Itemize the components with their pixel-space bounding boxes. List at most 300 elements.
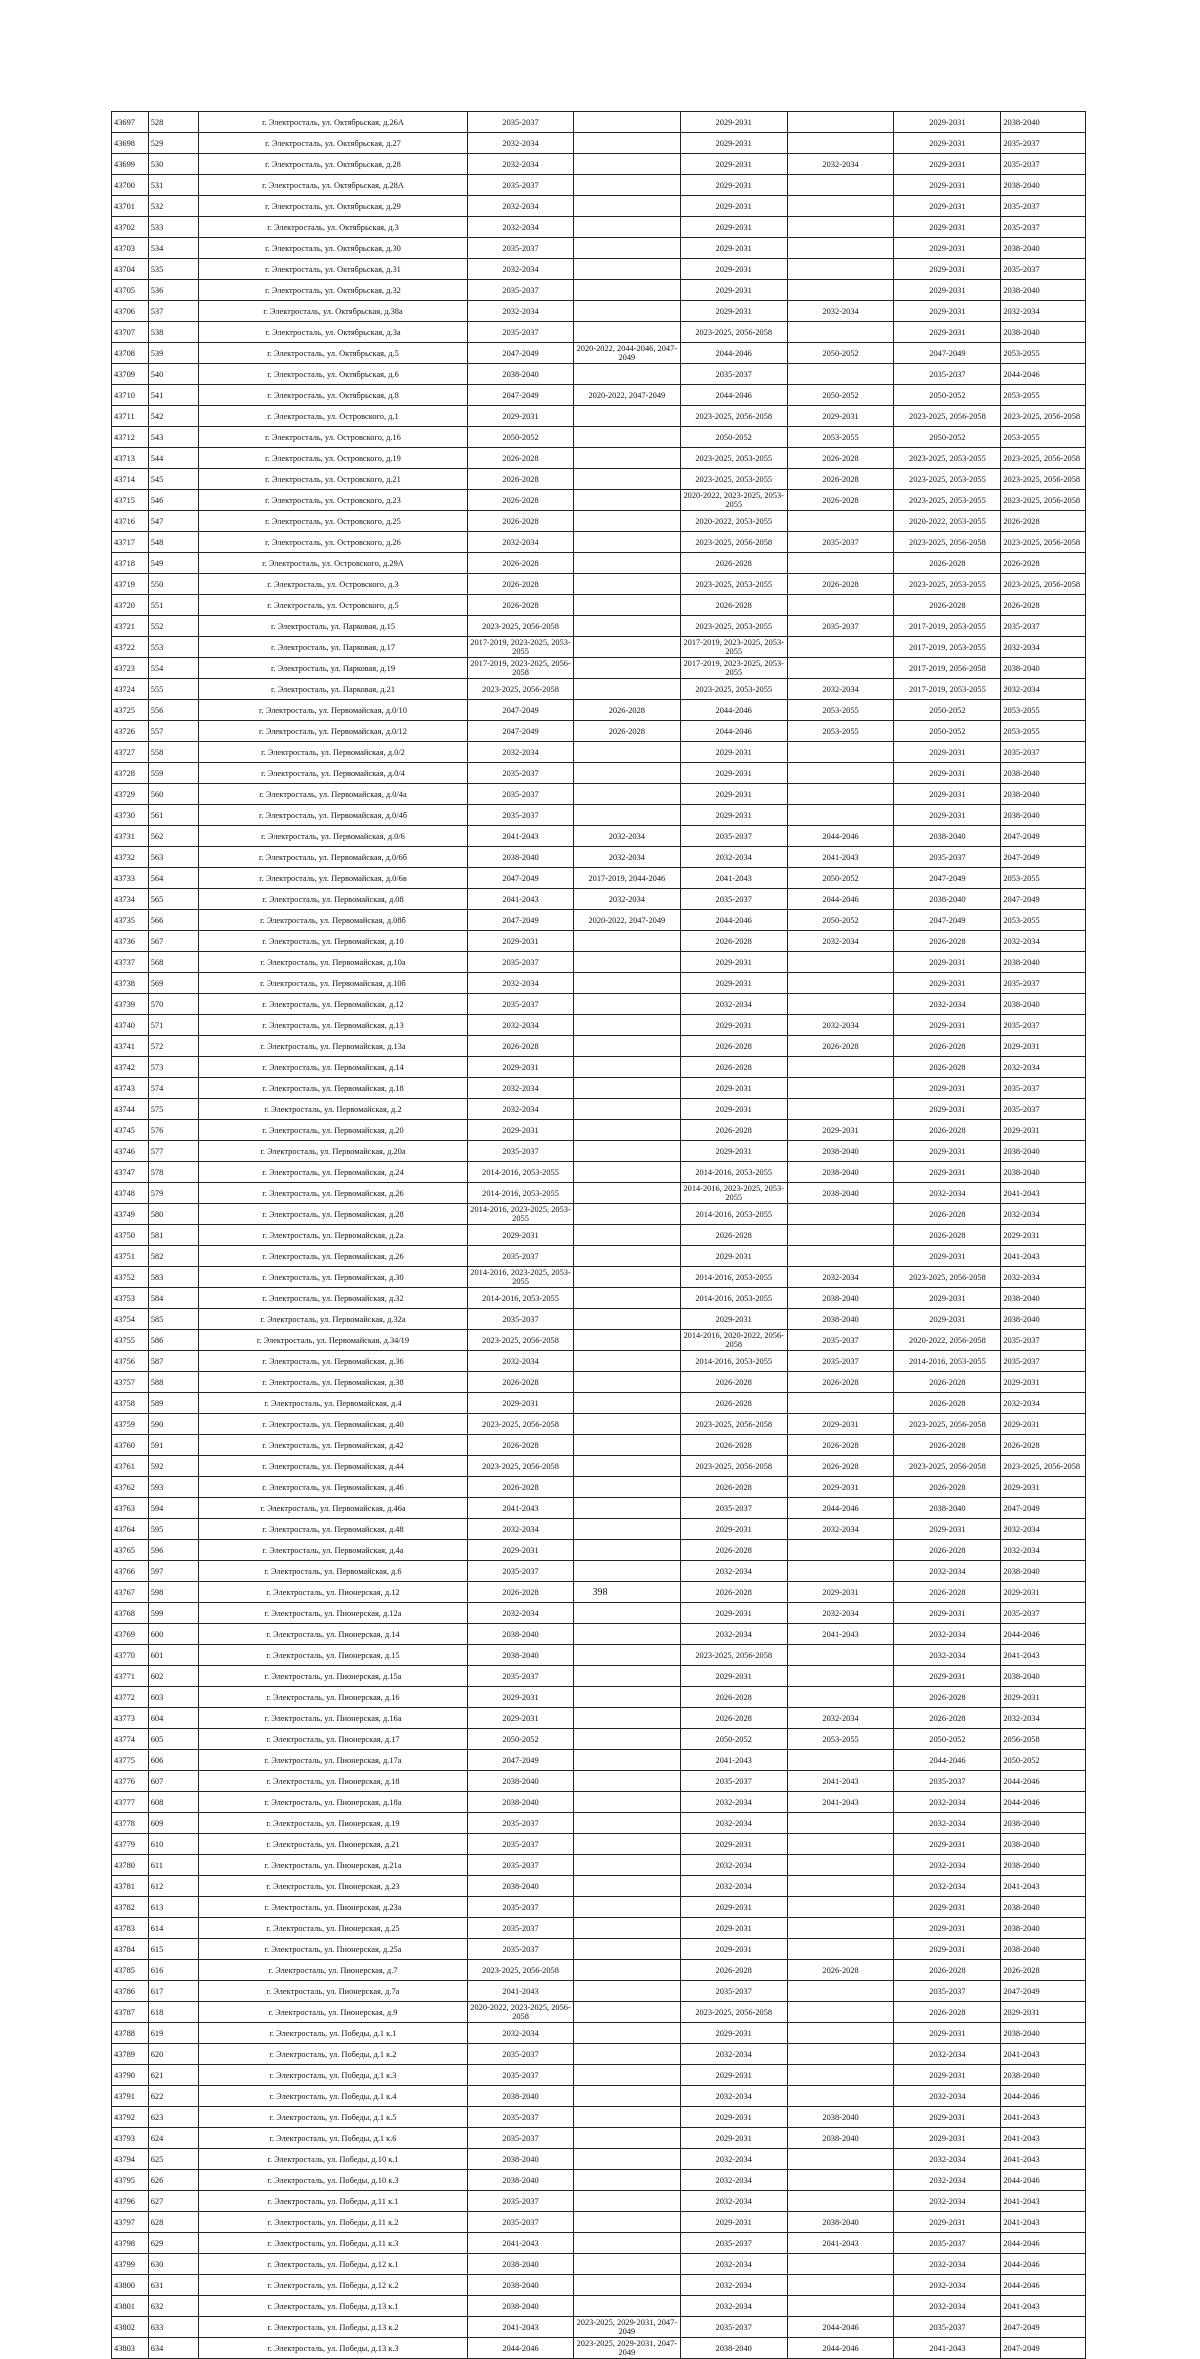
cell-row-number: 579 [148,1183,198,1204]
table-row [112,1099,1086,1120]
cell-period-1: 2035-2037 [468,805,574,826]
cell-row-id: 43726 [112,721,149,742]
cell-row-number: 616 [148,1960,198,1981]
schedule-table [111,111,1086,2359]
cell-address: г. Электросталь, ул. Победы, д.1 к.4 [198,2086,467,2107]
cell-period-1: 2032-2034 [468,217,574,238]
table-row [112,826,1086,847]
cell-period-6: 2038-2040 [1001,1855,1086,1876]
table-row [112,637,1086,658]
cell-period-6: 2041-2043 [1001,2128,1086,2149]
table-row [112,1477,1086,1498]
cell-address: г. Электросталь, ул. Победы, д.13 к.1 [198,2296,467,2317]
cell-row-id: 43747 [112,1162,149,1183]
cell-row-number: 593 [148,1477,198,1498]
cell-row-id: 43797 [112,2212,149,2233]
cell-address: г. Электросталь, ул. Победы, д.10 к.1 [198,2149,467,2170]
cell-period-4: 2038-2040 [787,2212,894,2233]
cell-row-number: 626 [148,2170,198,2191]
cell-row-id: 43753 [112,1288,149,1309]
cell-period-5: 2026-2028 [894,1540,1001,1561]
cell-row-number: 632 [148,2296,198,2317]
cell-period-1: 2038-2040 [468,847,574,868]
cell-period-4 [787,2149,894,2170]
cell-address: г. Электросталь, ул. Пионерская, д.21 [198,1834,467,1855]
cell-period-2 [573,301,680,322]
table-row [112,553,1086,574]
cell-period-3: 2026-2028 [680,1582,787,1603]
cell-period-5: 2035-2037 [894,2233,1001,2254]
cell-period-1: 2026-2028 [468,1435,574,1456]
cell-period-4: 2032-2034 [787,1603,894,1624]
cell-row-id: 43769 [112,1624,149,1645]
table-row [112,931,1086,952]
table-row [112,889,1086,910]
cell-period-6: 2023-2025, 2056-2058 [1001,1456,1086,1477]
cell-period-2 [573,238,680,259]
cell-row-number: 534 [148,238,198,259]
cell-period-5: 2029-2031 [894,2128,1001,2149]
cell-row-id: 43717 [112,532,149,553]
cell-period-3: 2023-2025, 2056-2058 [680,406,787,427]
cell-address: г. Электросталь, ул. Победы, д.13 к.2 [198,2317,467,2338]
cell-period-4: 2032-2034 [787,1267,894,1288]
cell-row-id: 43798 [112,2233,149,2254]
cell-period-4 [787,1246,894,1267]
cell-period-4: 2038-2040 [787,2107,894,2128]
table-row [112,2107,1086,2128]
cell-period-1: 2029-2031 [468,1393,574,1414]
table-row [112,1666,1086,1687]
cell-address: г. Электросталь, ул. Победы, д.1 к.1 [198,2023,467,2044]
cell-period-3: 2032-2034 [680,1561,787,1582]
cell-row-number: 540 [148,364,198,385]
cell-row-number: 572 [148,1036,198,1057]
cell-address: г. Электросталь, ул. Парковая, д.17 [198,637,467,658]
cell-address: г. Электросталь, ул. Октябрьская, д.5 [198,343,467,364]
cell-period-1: 2038-2040 [468,364,574,385]
cell-period-2 [573,637,680,658]
cell-period-6: 2041-2043 [1001,2212,1086,2233]
cell-period-2 [573,1750,680,1771]
cell-address: г. Электросталь, ул. Первомайская, д.10б [198,973,467,994]
cell-row-id: 43760 [112,1435,149,1456]
cell-period-3: 2023-2025, 2053-2055 [680,616,787,637]
cell-period-6: 2032-2034 [1001,1057,1086,1078]
cell-period-1: 2047-2049 [468,385,574,406]
cell-period-3: 2029-2031 [680,217,787,238]
cell-period-1: 2026-2028 [468,511,574,532]
cell-period-4: 2032-2034 [787,679,894,700]
cell-period-1: 2029-2031 [468,1708,574,1729]
cell-row-id: 43789 [112,2044,149,2065]
cell-period-6: 2035-2037 [1001,133,1086,154]
cell-period-4: 2029-2031 [787,1582,894,1603]
cell-row-id: 43795 [112,2170,149,2191]
cell-period-1: 2026-2028 [468,469,574,490]
cell-period-1: 2026-2028 [468,1036,574,1057]
cell-period-5: 2032-2034 [894,2170,1001,2191]
cell-period-1: 2035-2037 [468,784,574,805]
cell-period-5: 2023-2025, 2056-2058 [894,532,1001,553]
cell-row-id: 43708 [112,343,149,364]
cell-period-1: 2035-2037 [468,1246,574,1267]
cell-address: г. Электросталь, ул. Октябрьская, д.38а [198,301,467,322]
cell-row-id: 43777 [112,1792,149,1813]
cell-period-6: 2038-2040 [1001,658,1086,679]
cell-period-3: 2041-2043 [680,868,787,889]
table-row [112,2086,1086,2107]
cell-period-6: 2038-2040 [1001,2023,1086,2044]
cell-period-2: 2017-2019, 2044-2046 [573,868,680,889]
cell-period-2 [573,1309,680,1330]
table-row [112,1834,1086,1855]
table-row [112,847,1086,868]
cell-period-2 [573,1435,680,1456]
cell-period-1: 2041-2043 [468,826,574,847]
cell-period-6: 2026-2028 [1001,1435,1086,1456]
cell-period-4 [787,196,894,217]
cell-period-3: 2029-2031 [680,1099,787,1120]
table-row [112,196,1086,217]
cell-period-3: 2026-2028 [680,1708,787,1729]
table-row [112,2296,1086,2317]
cell-period-4 [787,1645,894,1666]
cell-row-id: 43731 [112,826,149,847]
cell-row-number: 570 [148,994,198,1015]
cell-row-number: 574 [148,1078,198,1099]
cell-period-2 [573,1498,680,1519]
cell-period-1: 2041-2043 [468,2233,574,2254]
cell-row-number: 576 [148,1120,198,1141]
cell-period-5: 2026-2028 [894,1687,1001,1708]
cell-period-1: 2032-2034 [468,1015,574,1036]
cell-period-1: 2035-2037 [468,763,574,784]
cell-period-5: 2032-2034 [894,2275,1001,2296]
cell-period-5: 2026-2028 [894,1582,1001,1603]
cell-period-4 [787,973,894,994]
cell-period-6: 2038-2040 [1001,1918,1086,1939]
cell-period-2 [573,1645,680,1666]
cell-period-2 [573,931,680,952]
cell-period-5: 2032-2034 [894,1876,1001,1897]
table-row [112,1939,1086,1960]
table-row [112,280,1086,301]
cell-period-5: 2029-2031 [894,1939,1001,1960]
cell-period-5: 2029-2031 [894,2107,1001,2128]
cell-row-number: 608 [148,1792,198,1813]
cell-period-5: 2023-2025, 2053-2055 [894,490,1001,511]
cell-period-4 [787,2023,894,2044]
cell-row-id: 43739 [112,994,149,1015]
cell-row-number: 589 [148,1393,198,1414]
cell-address: г. Электросталь, ул. Пионерская, д.16а [198,1708,467,1729]
table-row [112,1603,1086,1624]
cell-row-id: 43790 [112,2065,149,2086]
cell-row-id: 43703 [112,238,149,259]
cell-row-number: 606 [148,1750,198,1771]
cell-period-1: 2032-2034 [468,133,574,154]
cell-period-3: 2038-2040 [680,2338,787,2359]
cell-period-3: 2029-2031 [680,112,787,133]
cell-row-id: 43784 [112,1939,149,1960]
cell-period-4: 2041-2043 [787,847,894,868]
cell-row-number: 550 [148,574,198,595]
cell-address: г. Электросталь, ул. Парковая, д.15 [198,616,467,637]
cell-period-3: 2029-2031 [680,1918,787,1939]
cell-period-5: 2032-2034 [894,2191,1001,2212]
table-row [112,1645,1086,1666]
cell-period-5: 2032-2034 [894,1813,1001,1834]
cell-row-number: 549 [148,553,198,574]
cell-row-number: 600 [148,1624,198,1645]
cell-address: г. Электросталь, ул. Пионерская, д.19 [198,1813,467,1834]
table-row [112,1372,1086,1393]
cell-period-2 [573,154,680,175]
cell-period-4: 2041-2043 [787,1624,894,1645]
cell-period-5: 2032-2034 [894,2254,1001,2275]
cell-period-6: 2047-2049 [1001,826,1086,847]
cell-period-1: 2014-2016, 2023-2025, 2053-2055 [468,1267,574,1288]
cell-period-5: 2017-2019, 2053-2055 [894,616,1001,637]
cell-period-1: 2038-2040 [468,2086,574,2107]
cell-period-1: 2026-2028 [468,490,574,511]
cell-period-3: 2026-2028 [680,1393,787,1414]
cell-period-1: 2050-2052 [468,427,574,448]
cell-period-5: 2032-2034 [894,1183,1001,1204]
cell-period-5: 2047-2049 [894,868,1001,889]
cell-row-id: 43730 [112,805,149,826]
cell-row-id: 43768 [112,1603,149,1624]
cell-period-5: 2047-2049 [894,343,1001,364]
cell-address: г. Электросталь, ул. Октябрьская, д.3 [198,217,467,238]
cell-row-number: 592 [148,1456,198,1477]
cell-row-id: 43735 [112,910,149,931]
cell-period-2 [573,1372,680,1393]
cell-period-6: 2044-2046 [1001,2170,1086,2191]
cell-period-5: 2029-2031 [894,2023,1001,2044]
cell-period-4: 2053-2055 [787,427,894,448]
cell-period-4: 2038-2040 [787,1288,894,1309]
cell-period-1: 2032-2034 [468,196,574,217]
cell-row-id: 43779 [112,1834,149,1855]
cell-period-2 [573,2254,680,2275]
cell-period-6: 2038-2040 [1001,952,1086,973]
cell-period-1: 2023-2025, 2056-2058 [468,1960,574,1981]
cell-period-6: 2026-2028 [1001,595,1086,616]
cell-row-number: 614 [148,1918,198,1939]
cell-period-1: 2035-2037 [468,1813,574,1834]
cell-period-6: 2053-2055 [1001,385,1086,406]
cell-period-2 [573,406,680,427]
cell-period-2 [573,1246,680,1267]
cell-period-2 [573,1918,680,1939]
page-number: 398 [592,1587,608,1598]
cell-address: г. Электросталь, ул. Пионерская, д.18 [198,1771,467,1792]
cell-address: г. Электросталь, ул. Пионерская, д.12 [198,1582,467,1603]
table-row [112,322,1086,343]
cell-period-1: 2023-2025, 2056-2058 [468,1414,574,1435]
cell-period-1: 2032-2034 [468,1351,574,1372]
table-row [112,2275,1086,2296]
cell-address: г. Электросталь, ул. Первомайская, д.46а [198,1498,467,1519]
cell-address: г. Электросталь, ул. Парковая, д.19 [198,658,467,679]
cell-period-5: 2026-2028 [894,1372,1001,1393]
cell-period-6: 2038-2040 [1001,1813,1086,1834]
cell-address: г. Электросталь, ул. Первомайская, д.10а [198,952,467,973]
table-row [112,1624,1086,1645]
cell-row-id: 43786 [112,1981,149,2002]
cell-period-4 [787,175,894,196]
cell-period-3: 2026-2028 [680,931,787,952]
cell-address: г. Электросталь, ул. Первомайская, д.34/19 [198,1330,467,1351]
cell-address: г. Электросталь, ул. Островского, д.29А [198,553,467,574]
cell-period-4: 2029-2031 [787,1120,894,1141]
cell-period-6: 2044-2046 [1001,2086,1086,2107]
cell-period-6: 2038-2040 [1001,1162,1086,1183]
table-row [112,721,1086,742]
cell-row-number: 538 [148,322,198,343]
cell-address: г. Электросталь, ул. Победы, д.1 к.6 [198,2128,467,2149]
table-row [112,1078,1086,1099]
cell-address: г. Электросталь, ул. Победы, д.13 к.3 [198,2338,467,2359]
cell-period-3: 2032-2034 [680,1876,787,1897]
cell-address: г. Электросталь, ул. Победы, д.1 к.2 [198,2044,467,2065]
cell-period-1: 2029-2031 [468,1225,574,1246]
table-row [112,1876,1086,1897]
cell-period-5: 2032-2034 [894,1855,1001,1876]
table-row [112,1225,1086,1246]
cell-period-5: 2029-2031 [894,1141,1001,1162]
cell-period-4: 2026-2028 [787,574,894,595]
cell-period-6: 2032-2034 [1001,931,1086,952]
cell-period-3: 2029-2031 [680,1141,787,1162]
cell-period-6: 2032-2034 [1001,679,1086,700]
cell-period-3: 2029-2031 [680,1939,787,1960]
cell-period-2 [573,784,680,805]
cell-period-3: 2032-2034 [680,2149,787,2170]
cell-period-6: 2032-2034 [1001,1393,1086,1414]
cell-address: г. Электросталь, ул. Победы, д.11 к.3 [198,2233,467,2254]
cell-address: г. Электросталь, ул. Первомайская, д.48 [198,1519,467,1540]
cell-period-3: 2023-2025, 2056-2058 [680,1414,787,1435]
table-row [112,1288,1086,1309]
cell-period-1: 2035-2037 [468,1666,574,1687]
cell-row-number: 631 [148,2275,198,2296]
cell-period-4 [787,2044,894,2065]
cell-period-4: 2032-2034 [787,154,894,175]
cell-period-6: 2032-2034 [1001,1540,1086,1561]
cell-period-3: 2041-2043 [680,1750,787,1771]
table-row [112,238,1086,259]
cell-row-number: 628 [148,2212,198,2233]
cell-period-4 [787,364,894,385]
cell-period-5: 2029-2031 [894,2212,1001,2233]
cell-row-number: 618 [148,2002,198,2023]
table-row [112,1960,1086,1981]
cell-period-1: 2023-2025, 2056-2058 [468,1330,574,1351]
cell-period-6: 2038-2040 [1001,1939,1086,1960]
cell-period-2 [573,1771,680,1792]
cell-period-1: 2032-2034 [468,1078,574,1099]
cell-period-1: 2035-2037 [468,1855,574,1876]
cell-period-2 [573,574,680,595]
cell-period-3: 2029-2031 [680,784,787,805]
cell-period-3: 2044-2046 [680,343,787,364]
cell-period-6: 2053-2055 [1001,721,1086,742]
cell-period-2 [573,1666,680,1687]
cell-period-2 [573,1393,680,1414]
cell-period-5: 2029-2031 [894,1099,1001,1120]
cell-row-number: 619 [148,2023,198,2044]
cell-address: г. Электросталь, ул. Первомайская, д.13а [198,1036,467,1057]
cell-period-3: 2035-2037 [680,826,787,847]
cell-row-id: 43785 [112,1960,149,1981]
cell-row-number: 611 [148,1855,198,1876]
cell-row-id: 43700 [112,175,149,196]
cell-period-3: 2032-2034 [680,2044,787,2065]
cell-period-3: 2029-2031 [680,973,787,994]
table-row [112,154,1086,175]
table-row [112,742,1086,763]
cell-period-1: 2032-2034 [468,1519,574,1540]
cell-period-5: 2023-2025, 2056-2058 [894,1267,1001,1288]
table-row [112,763,1086,784]
cell-period-6: 2035-2037 [1001,1099,1086,1120]
cell-period-3: 2014-2016, 2053-2055 [680,1204,787,1225]
cell-address: г. Электросталь, ул. Победы, д.11 к.1 [198,2191,467,2212]
cell-period-5: 2029-2031 [894,763,1001,784]
cell-period-6: 2038-2040 [1001,1897,1086,1918]
cell-period-5: 2023-2025, 2053-2055 [894,448,1001,469]
cell-address: г. Электросталь, ул. Первомайская, д.14 [198,1057,467,1078]
cell-period-6: 2047-2049 [1001,889,1086,910]
cell-row-id: 43704 [112,259,149,280]
cell-period-4 [787,280,894,301]
cell-period-2 [573,1519,680,1540]
cell-row-id: 43716 [112,511,149,532]
cell-period-1: 2038-2040 [468,2149,574,2170]
cell-row-id: 43738 [112,973,149,994]
cell-address: г. Электросталь, ул. Победы, д.12 к.2 [198,2275,467,2296]
cell-period-2 [573,1015,680,1036]
cell-period-4 [787,595,894,616]
cell-period-1: 2032-2034 [468,2023,574,2044]
table-row [112,2044,1086,2065]
cell-period-1: 2035-2037 [468,1918,574,1939]
cell-row-number: 623 [148,2107,198,2128]
cell-period-3: 2014-2016, 2053-2055 [680,1288,787,1309]
cell-address: г. Электросталь, ул. Пионерская, д.18а [198,1792,467,1813]
cell-row-id: 43794 [112,2149,149,2170]
cell-address: г. Электросталь, ул. Пионерская, д.14 [198,1624,467,1645]
table-row [112,1918,1086,1939]
cell-period-5: 2041-2043 [894,2338,1001,2359]
table-row [112,301,1086,322]
cell-period-3: 2032-2034 [680,2191,787,2212]
cell-period-2 [573,2275,680,2296]
cell-period-5: 2029-2031 [894,973,1001,994]
cell-period-6: 2038-2040 [1001,763,1086,784]
cell-period-6: 2044-2046 [1001,1771,1086,1792]
cell-period-1: 2032-2034 [468,259,574,280]
cell-period-2: 2026-2028 [573,700,680,721]
cell-row-id: 43714 [112,469,149,490]
cell-period-3: 2032-2034 [680,1624,787,1645]
cell-row-id: 43715 [112,490,149,511]
cell-period-4 [787,553,894,574]
cell-period-5: 2038-2040 [894,889,1001,910]
